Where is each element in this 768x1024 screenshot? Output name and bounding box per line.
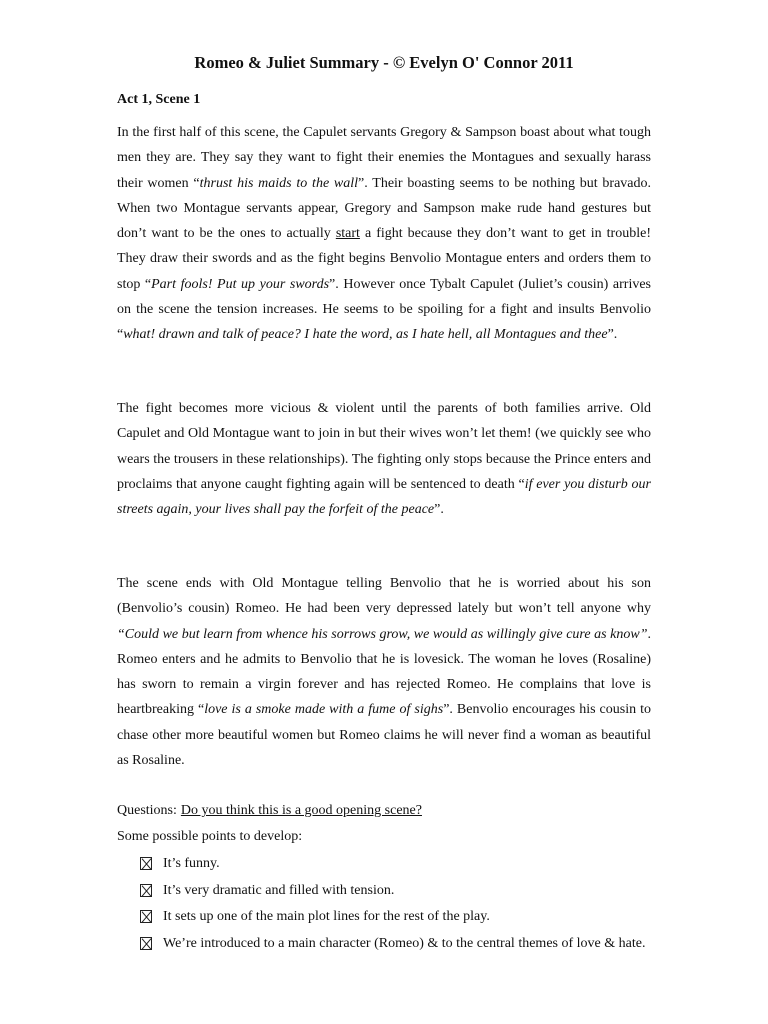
quotation-text: “Could we but learn from whence his sorrows grow, we would as willingly give cure as know” — [117, 626, 648, 642]
body-text: a fight because they don’t want to get in trouble! They draw their swords and as the fight begins Benvolio Montague enters and orders them to stop “ — [117, 226, 651, 292]
list-item-text: It’s very dramatic and filled with tension. — [163, 882, 395, 898]
body-text: In the first half of this scene, the Capulet servants Gregory & Sampson boast about what tough men they are. They say they want to fight their enemies the Montagues and sexually harass their women “ — [117, 125, 651, 191]
body-text: ”. Their boasting seems to be nothing but bravado. When two Montague servants appear, Gregory and Sampson make rude hand gestures but don’t want to be the ones to actually — [117, 175, 651, 242]
list-item-text: It’s funny. — [163, 856, 220, 871]
checkbox-x-icon — [140, 937, 152, 950]
paragraph-3 — [117, 571, 651, 773]
quotation-text: if ever you disturb our streets again, your lives shall pay the forfeit of the peace — [117, 476, 651, 518]
questions-label: Questions: — [117, 803, 177, 818]
list-item-text: It sets up one of the main plot lines for the rest of the play. — [163, 909, 490, 924]
question-text: Do you think this is a good opening scene? — [180, 803, 422, 818]
checkbox-x-icon — [140, 884, 152, 897]
body-text: The fight becomes more vicious & violent until the parents of both families arrive. Old Capulet and Old Montague want to join in but their wives won’t let them! (we quickly see who wears the trousers in these relationships). The fighting only stops because the Prince enters and proclaims that anyone caught fighting again will be sentenced to death “ — [117, 401, 651, 492]
quotation-text: love is a smoke made with a fume of sighs — [204, 702, 444, 718]
list-item — [140, 851, 652, 878]
checkbox-x-icon — [140, 857, 152, 870]
quotation-text: thrust his maids to the wall — [199, 175, 359, 191]
paragraph-1 — [117, 120, 651, 348]
list-item — [140, 904, 652, 931]
body-text: ”. Benvolio encourages his cousin to chase other more beautiful women but Romeo claims he will never find a woman as beautiful as Rosaline. — [117, 702, 651, 769]
points-list — [140, 851, 652, 957]
document-title: Romeo & Juliet Summary - © Evelyn O' Connor 2011 — [194, 53, 574, 72]
quotation-text: Part fools! Put up your swords — [151, 276, 330, 292]
checkbox-x-icon — [140, 910, 152, 923]
body-text: ”. — [607, 327, 618, 343]
scene-heading: Act 1, Scene 1 — [117, 92, 201, 107]
list-item — [140, 878, 652, 905]
question-line — [117, 801, 422, 821]
body-text: ”. However once Tybalt Capulet (Juliet’s cousin) arrives on the scene the tension increases. He seems to be spoiling for a fight and insults Benvolio “ — [117, 276, 651, 343]
body-text: ”. — [434, 502, 444, 518]
list-item — [140, 931, 652, 958]
body-text: The scene ends with Old Montague telling Benvolio that he is worried about his son (Benvolio’s cousin) Romeo. He had been very depressed lately but won’t tell anyone why — [117, 576, 651, 617]
paragraph-2 — [117, 396, 651, 522]
list-item-text: We’re introduced to a main character (Romeo) & to the central themes of love & hate. — [163, 935, 646, 951]
points-intro: Some possible points to develop: — [117, 829, 303, 844]
emphasis-text: start — [335, 226, 360, 242]
body-text: . Romeo enters and he admits to Benvolio that he is lovesick. The woman he loves (Rosaline) has sworn to remain a virgin forever and has rejected Romeo. He complains that love is heartbreaking “ — [117, 626, 651, 718]
quotation-text: what! drawn and talk of peace? I hate the word, as I hate hell, all Montagues and thee — [123, 327, 608, 343]
